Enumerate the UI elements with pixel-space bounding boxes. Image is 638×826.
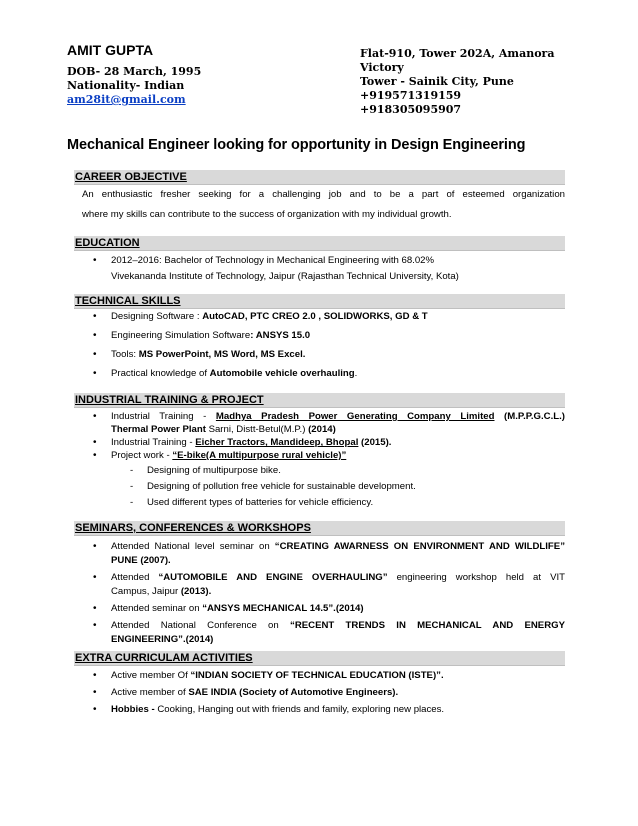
phone-2: +918305095907 xyxy=(360,103,462,116)
list-item: • Active member of SAE INDIA (Society of Automotive Engineers). xyxy=(74,686,565,700)
list-item: • Engineering Simulation Software: ANSYS 15.0 xyxy=(74,329,565,342)
section-heading: EDUCATION xyxy=(74,236,565,251)
address-line-1: Flat-910, Tower 202A, Amanora Victory xyxy=(360,47,555,74)
phone-1: +919571319159 xyxy=(360,89,462,102)
list-item: • Designing Software : AutoCAD, PTC CREO 2.0 , SOLIDWORKS, GD & T xyxy=(74,310,565,323)
list-item: - Designing of multipurpose bike. xyxy=(74,464,565,477)
section-heading: INDUSTRIAL TRAINING & PROJECT xyxy=(74,393,565,408)
list-item: • Tools: MS PowerPoint, MS Word, MS Excel. xyxy=(74,348,565,361)
section-heading: TECHNICAL SKILLS xyxy=(74,294,565,309)
section-industrial-training xyxy=(74,393,565,509)
list-item: • Active member Of “INDIAN SOCIETY OF TECHNICAL EDUCATION (ISTE)”. xyxy=(74,669,565,683)
address-line-2: Tower - Sainik City, Pune xyxy=(360,75,514,88)
section-career-objective xyxy=(74,170,565,221)
contact-right xyxy=(360,47,600,117)
section-education xyxy=(74,236,565,283)
list-item: - Designing of pollution free vehicle for sustainable development. xyxy=(74,480,565,493)
section-seminars xyxy=(74,521,565,647)
email-link[interactable]: am28it@gmail.com xyxy=(67,93,186,106)
list-item: • Attended National Conference on “RECENT TRENDS IN MECHANICAL AND ENERGY ENGINEERING”.(2014) xyxy=(74,619,565,647)
section-technical-skills xyxy=(74,294,565,380)
list-item: • Practical knowledge of Automobile vehicle overhauling. xyxy=(74,367,565,380)
nationality: Nationality- Indian xyxy=(67,79,185,92)
list-item: • Project work - “E-bike(A multipurpose rural vehicle)” xyxy=(74,449,565,462)
list-item: • Industrial Training - Madhya Pradesh Power Generating Company Limited (M.P.P.G.C.L.) Thermal Power Plant Sarni, Distt-Betul(M.P.) (2014) xyxy=(74,410,565,436)
contact-left xyxy=(67,42,317,107)
objective-text: An enthusiastic fresher seeking for a challenging job and to be a part of esteemed organization where my skills can contribute to the success of organization with my individual growth. xyxy=(82,189,565,220)
candidate-name: AMIT GUPTA xyxy=(67,42,154,58)
section-heading: SEMINARS, CONFERENCES & WORKSHOPS xyxy=(74,521,565,536)
list-item: • Industrial Training - Eicher Tractors, Mandideep, Bhopal (2015). xyxy=(74,436,565,449)
list-item: • 2012–2016: Bachelor of Technology in Mechanical Engineering with 68.02% Vivekananda Institute of Technology, Jaipur (Rajasthan Technical University, Kota) xyxy=(74,254,565,283)
list-item: • Attended National level seminar on “CREATING AWARNESS ON ENVIRONMENT AND WILDLIFE” PUNE (2007). xyxy=(74,540,565,568)
list-item: • Attended “AUTOMOBILE AND ENGINE OVERHAULING” engineering workshop held at VIT Campus, Jaipur (2013). xyxy=(74,571,565,599)
section-extra-curricular xyxy=(74,651,565,717)
date-of-birth: DOB- 28 March, 1995 xyxy=(67,65,202,78)
list-item: • Attended seminar on “ANSYS MECHANICAL 14.5”.(2014) xyxy=(74,602,565,616)
list-item: • Hobbies - Cooking, Hanging out with friends and family, exploring new places. xyxy=(74,703,565,717)
section-heading: CAREER OBJECTIVE xyxy=(74,170,565,185)
section-heading: EXTRA CURRICULAM ACTIVITIES xyxy=(74,651,565,666)
headline: Mechanical Engineer looking for opportunity in Design Engineering xyxy=(67,137,526,153)
list-item: - Used different types of batteries for vehicle efficiency. xyxy=(74,496,565,509)
